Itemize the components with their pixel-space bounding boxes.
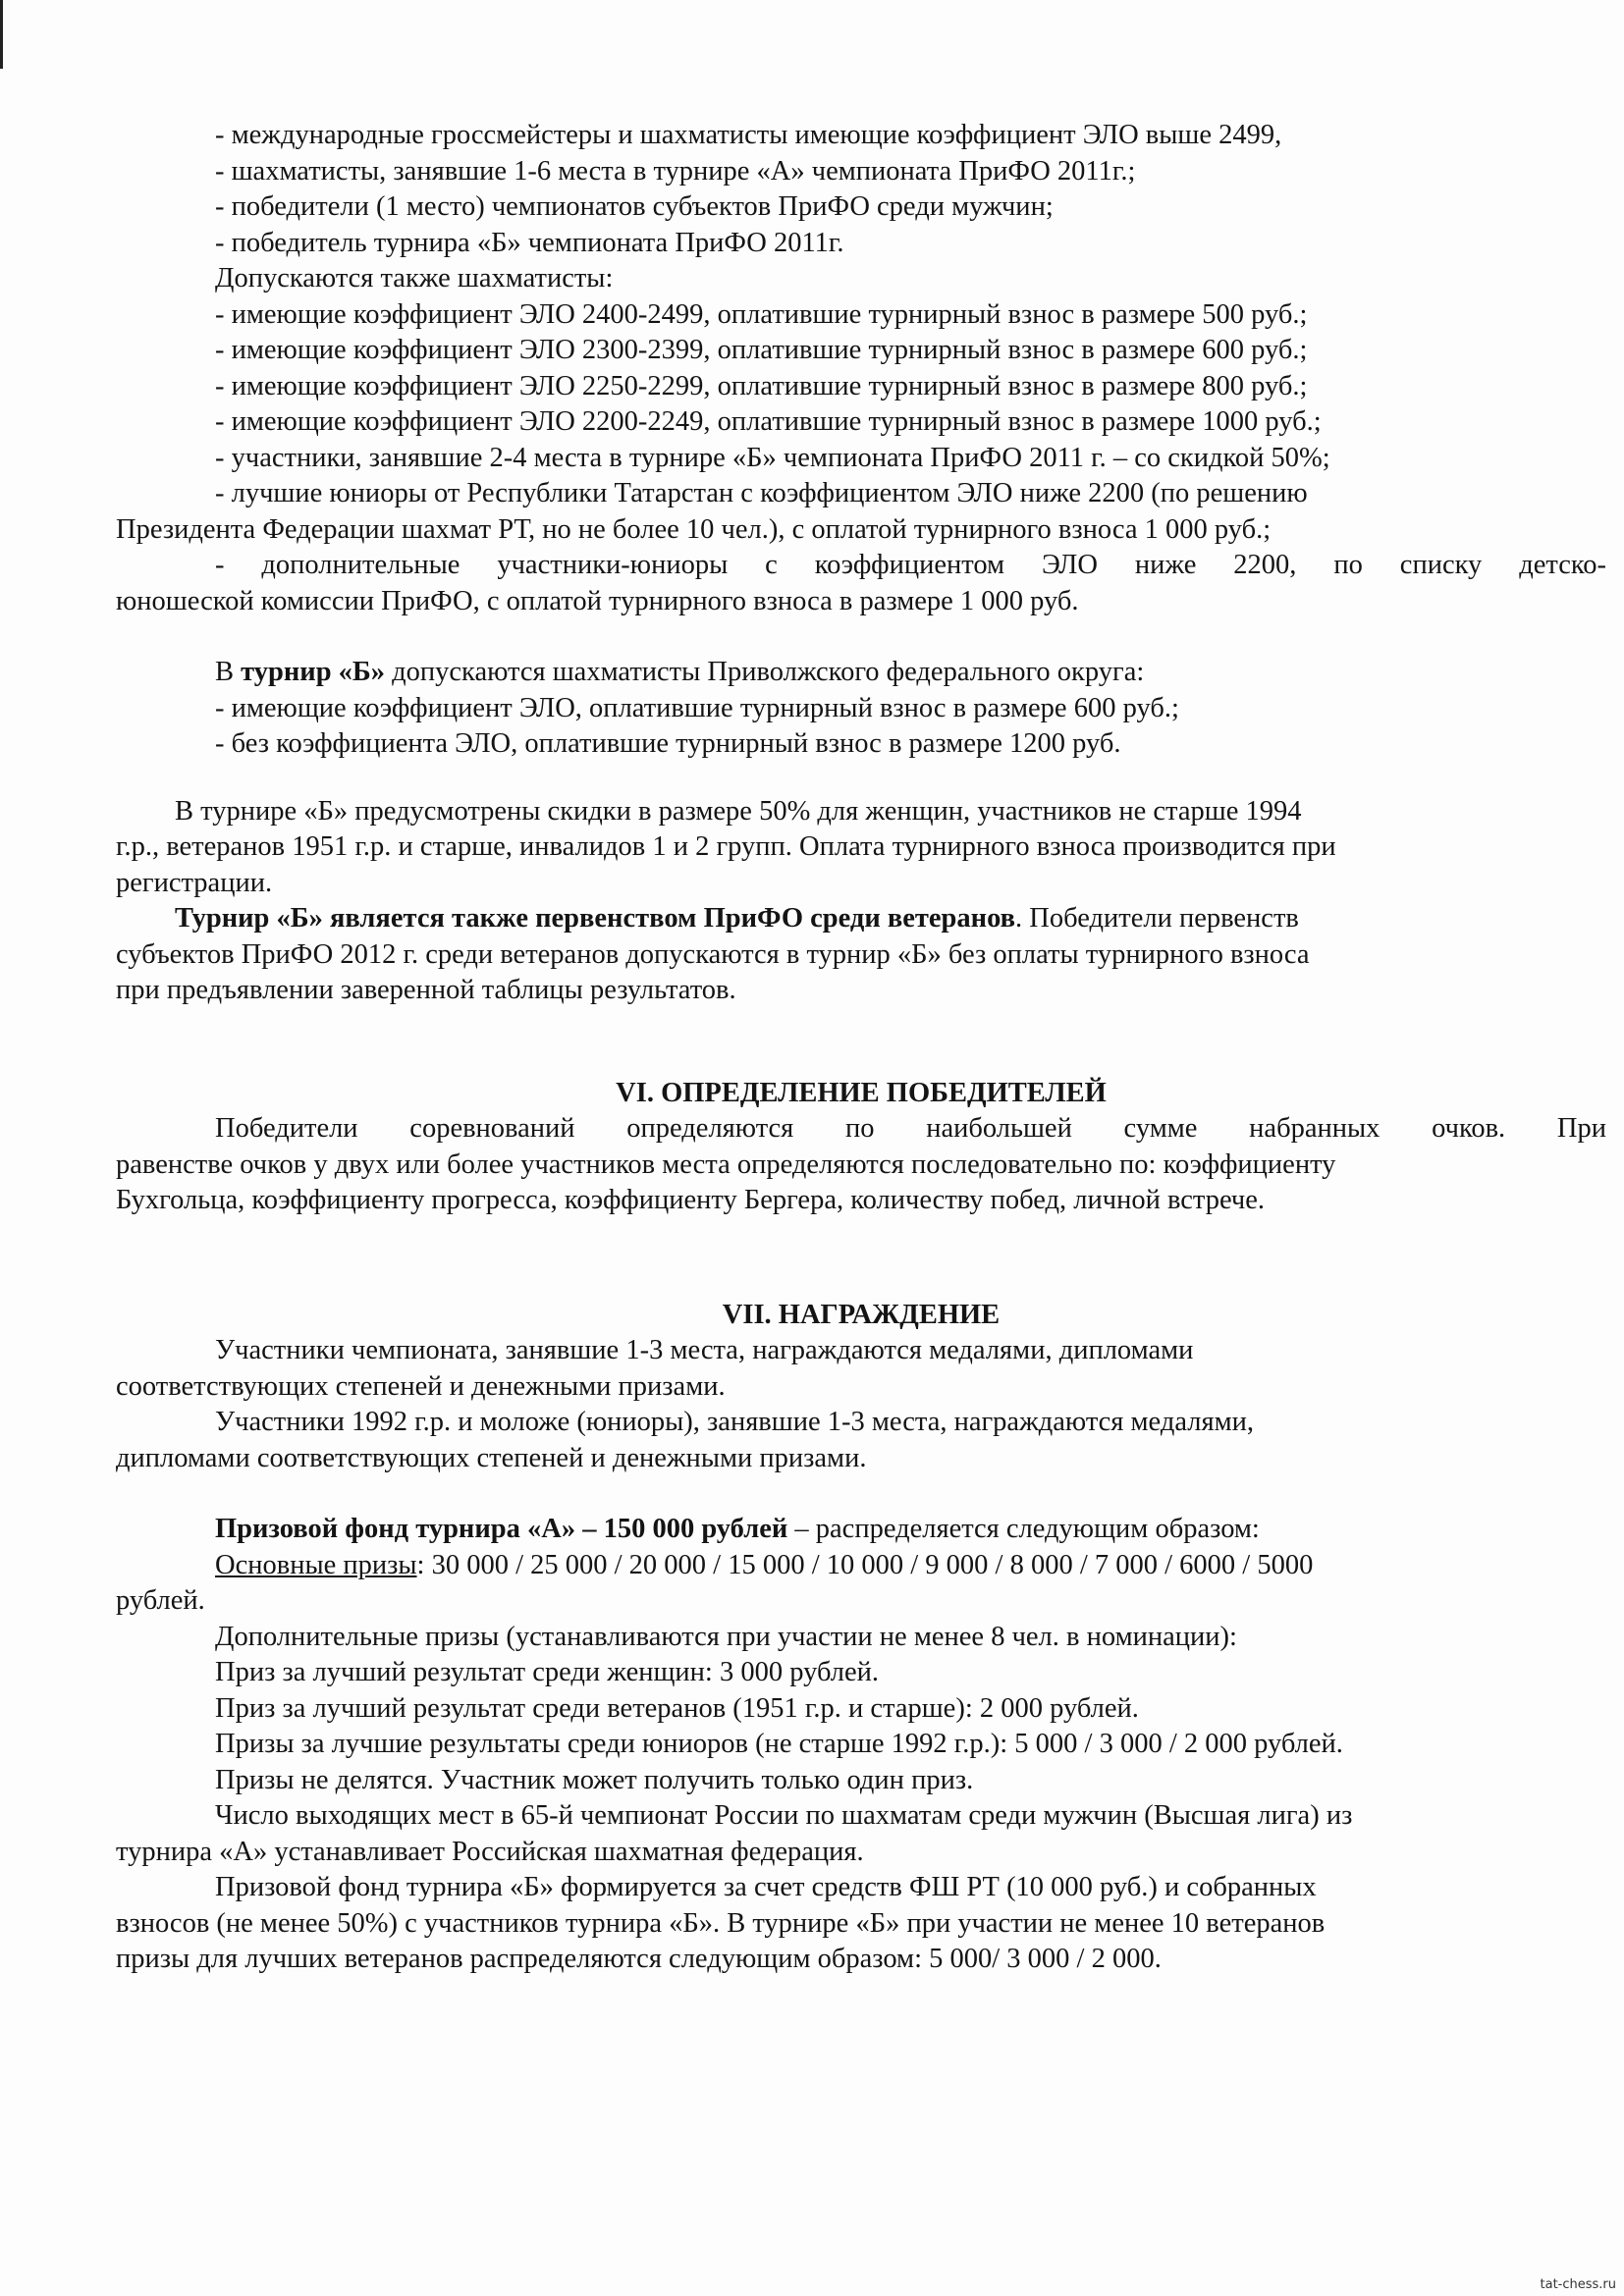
tournament-b-intro: В турнир «Б» допускаются шахматисты Приволжского федерального округа: bbox=[215, 657, 1145, 687]
paragraph-line: равенстве очков у двух или более участников места определяются последовательно по: коэффициенту bbox=[116, 1148, 1336, 1180]
paragraph-line: соответствующих степеней и денежными призами. bbox=[116, 1370, 726, 1402]
junior-prizes-line: Призы за лучшие результаты среди юниоров (не старше 1992 г.р.): 5 000 / 3 000 / 2 000 рублей. bbox=[215, 1729, 1343, 1759]
scan-edge-mark bbox=[0, 0, 3, 69]
list-item: - победитель турнира «Б» чемпионата ПриФО 2011г. bbox=[215, 227, 844, 258]
list-item: - шахматисты, занявшие 1-6 места в турнире «А» чемпионата ПриФО 2011г.; bbox=[215, 155, 1136, 187]
winners-paragraph: Победители соревнований определяются по наибольшей сумме набранных очков. При bbox=[215, 1113, 1606, 1144]
paragraph-line: призы для лучших ветеранов распределяются следующим образом: 5 000/ 3 000 / 2 000. bbox=[116, 1944, 1162, 1974]
paragraph-line: Президента Федерации шахмат РТ, но не более 10 чел.), с оплатой турнирного взноса 1 000 руб.; bbox=[116, 513, 1272, 545]
paragraph-line: Бухгольца, коэффициенту прогресса, коэффициенту Бергера, количеству побед, личной встрече. bbox=[116, 1185, 1266, 1215]
no-split-line: Призы не делятся. Участник может получить только один приз. bbox=[215, 1764, 974, 1795]
list-item: - имеющие коэффициент ЭЛО 2200-2249, оплатившие турнирный взнос в размере 1000 руб.; bbox=[215, 406, 1322, 437]
paragraph-line: турнира «А» устанавливает Российская шахматная федерация. bbox=[116, 1836, 864, 1867]
paragraph-line: г.р., ветеранов 1951 г.р. и старше, инвалидов 1 и 2 групп. Оплата турнирного взноса производится при bbox=[116, 831, 1336, 862]
list-item: - без коэффициента ЭЛО, оплатившие турнирный взнос в размере 1200 руб. bbox=[215, 728, 1121, 759]
section-heading-awards: VII. НАГРАЖДЕНИЕ bbox=[722, 1299, 1001, 1330]
list-item: - победители (1 место) чемпионатов субъектов ПриФО среди мужчин; bbox=[215, 191, 1054, 222]
prize-fund-paragraph: Призовой фонд турнира «А» – 150 000 рублей – распределяется следующим образом: bbox=[215, 1514, 1260, 1544]
list-item: - имеющие коэффициент ЭЛО 2400-2499, оплатившие турнирный взнос в размере 500 руб.; bbox=[215, 298, 1308, 330]
extra-prizes-line: Дополнительные призы (устанавливаются при участии не менее 8 чел. в номинации): bbox=[215, 1621, 1237, 1652]
list-item: - международные гроссмейстеры и шахматисты имеющие коэффициент ЭЛО выше 2499, bbox=[215, 120, 1282, 150]
veterans-paragraph: Турнир «Б» является также первенством ПриФО среди ветеранов. Победители первенств bbox=[175, 903, 1299, 934]
paragraph-line: субъектов ПриФО 2012 г. среди ветеранов допускаются в турнир «Б» без оплаты турнирного взноса bbox=[116, 938, 1310, 970]
main-prizes-line: Основные призы: 30 000 / 25 000 / 20 000 / 15 000 / 10 000 / 9 000 / 8 000 / 7 000 / 6000 / 5000 bbox=[215, 1549, 1314, 1580]
paragraph-line: взносов (не менее 50%) с участников турнира «Б». В турнире «Б» при участии не менее 10 ветеранов bbox=[116, 1907, 1326, 1939]
document-body bbox=[116, 118, 1606, 1978]
b-fund-paragraph: Призовой фонд турнира «Б» формируется за счет средств ФШ РТ (10 000 руб.) и собранных bbox=[215, 1872, 1317, 1902]
also-admitted-label: Допускаются также шахматисты: bbox=[215, 263, 614, 294]
medals-paragraph: Участники чемпионата, занявшие 1-3 места, награждаются медалями, дипломами bbox=[215, 1335, 1194, 1365]
women-prize-line: Приз за лучший результат среди женщин: 3 000 рублей. bbox=[215, 1657, 880, 1687]
veterans-bold-text: Турнир «Б» является также первенством ПриФО среди ветеранов bbox=[175, 903, 1016, 934]
paragraph-line: дипломами соответствующих степеней и денежными призами. bbox=[116, 1442, 867, 1473]
russia-qualification-paragraph: Число выходящих мест в 65-й чемпионат России по шахматам среди мужчин (Высшая лига) из bbox=[215, 1800, 1353, 1831]
veteran-prize-line: Приз за лучший результат среди ветеранов (1951 г.р. и старше): 2 000 рублей. bbox=[215, 1692, 1139, 1724]
paragraph-line: при предъявлении заверенной таблицы результатов. bbox=[116, 975, 736, 1005]
prize-fund-bold: Призовой фонд турнира «А» – 150 000 рублей bbox=[215, 1514, 788, 1544]
paragraph-line: юношеской комиссии ПриФО, с оплатой турнирного взноса в размере 1 000 руб. bbox=[116, 585, 1079, 616]
paragraph-line: рублей. bbox=[116, 1585, 205, 1616]
list-item: - лучшие юниоры от Республики Татарстан с коэффициентом ЭЛО ниже 2200 (по решению bbox=[215, 478, 1308, 508]
discount-paragraph: В турнире «Б» предусмотрены скидки в размере 50% для женщин, участников не старше 1994 bbox=[175, 795, 1302, 827]
list-item: - имеющие коэффициент ЭЛО 2250-2299, оплатившие турнирный взнос в размере 800 руб.; bbox=[215, 370, 1308, 401]
juniors-paragraph: Участники 1992 г.р. и моложе (юниоры), занявшие 1-3 места, награждаются медалями, bbox=[215, 1407, 1254, 1437]
main-prizes-label: Основные призы bbox=[215, 1549, 417, 1580]
site-watermark: tat-chess.ru bbox=[1540, 2277, 1616, 2292]
list-item: - имеющие коэффициент ЭЛО, оплатившие турнирный взнос в размере 600 руб.; bbox=[215, 692, 1179, 723]
list-item: - имеющие коэффициент ЭЛО 2300-2399, оплатившие турнирный взнос в размере 600 руб.; bbox=[215, 335, 1308, 365]
paragraph-line: регистрации. bbox=[116, 867, 273, 898]
list-item: - дополнительные участники-юниоры с коэффициентом ЭЛО ниже 2200, по списку детско- bbox=[215, 550, 1606, 580]
tournament-b-label: турнир «Б» bbox=[241, 657, 386, 687]
list-item: - участники, занявшие 2-4 места в турнире «Б» чемпионата ПриФО 2011 г. – со скидкой 50%; bbox=[215, 442, 1330, 473]
section-heading-winners: VI. ОПРЕДЕЛЕНИЕ ПОБЕДИТЕЛЕЙ bbox=[616, 1077, 1107, 1108]
